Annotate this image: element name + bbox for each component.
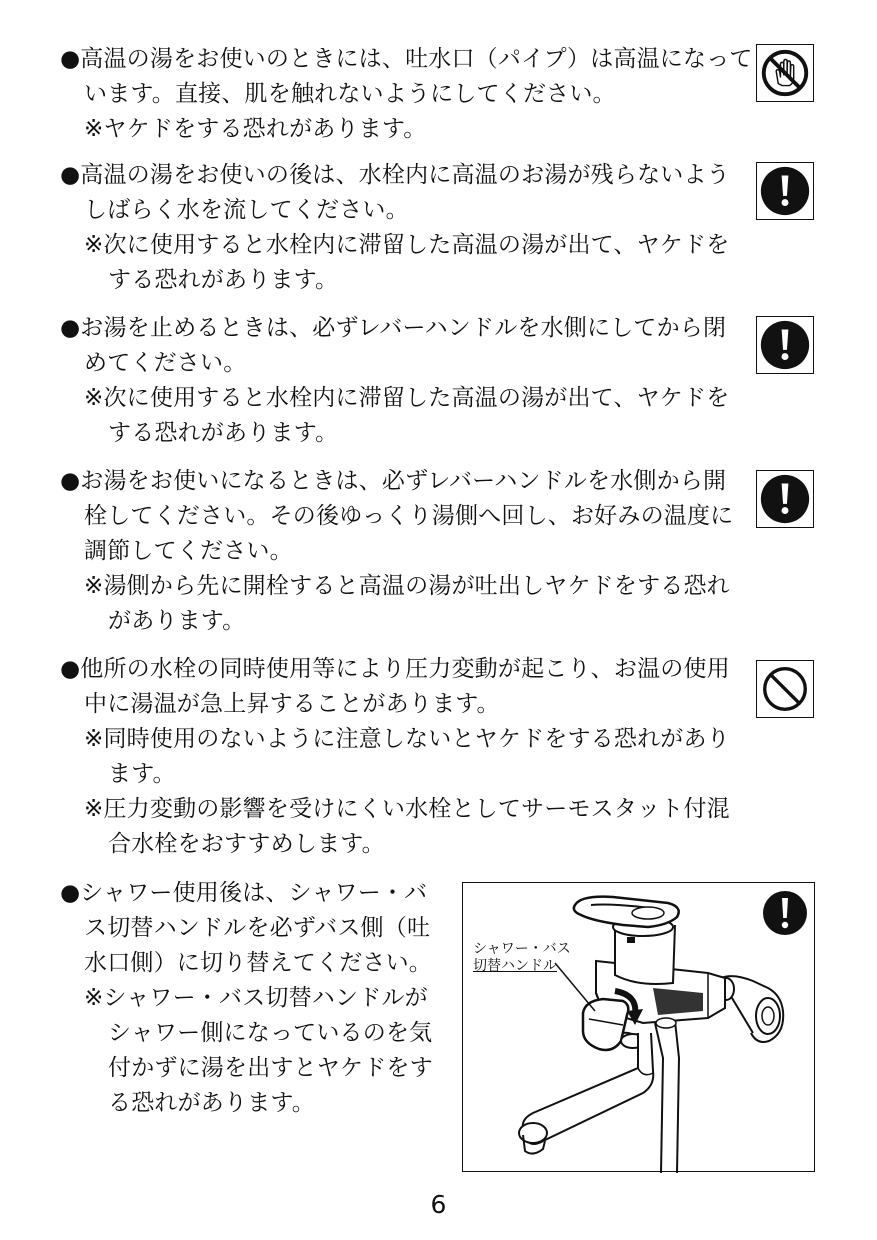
warning-note: ます。: [108, 761, 176, 787]
warning-note: があります。: [108, 608, 246, 634]
warning-text: ●高温の湯をお使いの後は、水栓内に高温のお湯が残らないよう: [60, 162, 730, 188]
mandatory-icon: [763, 891, 807, 935]
mandatory-icon: [756, 470, 814, 528]
warning-text: ●シャワー使用後は、シャワー・バ: [60, 880, 428, 906]
warning-text: ●お湯をお使いになるときは、必ずレバーハンドルを水側から開: [60, 468, 727, 494]
warning-note: ※次に使用すると水栓内に滞留した高温の湯が出て、ヤケドを: [84, 232, 730, 258]
warning-note: する恐れがあります。: [108, 420, 339, 446]
warning-text: ●他所の水栓の同時使用等により圧力変動が起こり、お温の使用: [60, 656, 730, 682]
warning-text: ●お湯を止めるときは、必ずレバーハンドルを水側にしてから閉: [60, 315, 727, 341]
warning-text: 水口側）に切り替えてください。: [84, 950, 432, 976]
warning-note: 付かずに湯を出すとヤケドをす: [108, 1055, 433, 1081]
no-touch-icon: [756, 44, 814, 102]
warning-text: 調節してください。: [84, 538, 293, 564]
warning-note: ※ヤケドをする恐れがあります。: [84, 116, 427, 142]
warning-note: する恐れがあります。: [108, 267, 339, 293]
prohibition-icon: [756, 660, 814, 718]
warning-text: 中に湯温が急上昇することがあります。: [84, 691, 500, 717]
warning-text: ス切替ハンドルを必ずバス側（吐: [84, 915, 431, 941]
warning-note: ※湯側から先に開栓すると高温の湯が吐出しヤケドをする恐れ: [84, 573, 730, 599]
warning-note: る恐れがあります。: [108, 1090, 315, 1116]
warning-note: ※次に使用すると水栓内に滞留した高温の湯が出て、ヤケドを: [84, 385, 730, 411]
mandatory-icon: [756, 162, 814, 220]
warning-text: しばらく水を流してください。: [84, 197, 409, 223]
warning-note: ※同時使用のないように注意しないとヤケドをする恐れがあり: [84, 726, 730, 752]
warning-note: ※圧力変動の影響を受けにくい水栓としてサーモスタット付混: [84, 796, 730, 822]
warning-note: ※シャワー・バス切替ハンドルが: [84, 985, 428, 1011]
warning-text: ●高温の湯をお使いのときには、吐水口（パイプ）は高温になって: [60, 46, 753, 72]
warning-note: シャワー側になっているのを気: [108, 1020, 433, 1046]
faucet-figure: [462, 882, 815, 1172]
figure-label: シャワー・バス: [473, 941, 571, 957]
figure-label: 切替ハンドル: [473, 958, 557, 974]
faucet-illustration: [463, 883, 816, 1173]
mandatory-icon: [756, 316, 814, 374]
page-number: 6: [430, 1190, 447, 1219]
warning-text: 栓してください。その後ゆっくり湯側へ回し、お好みの温度に: [84, 503, 734, 529]
warning-text: います。直接、肌を触れないようにしてください。: [84, 81, 616, 107]
warning-text: めてください。: [84, 350, 247, 376]
warning-note: 合水栓をおすすめします。: [108, 831, 385, 857]
